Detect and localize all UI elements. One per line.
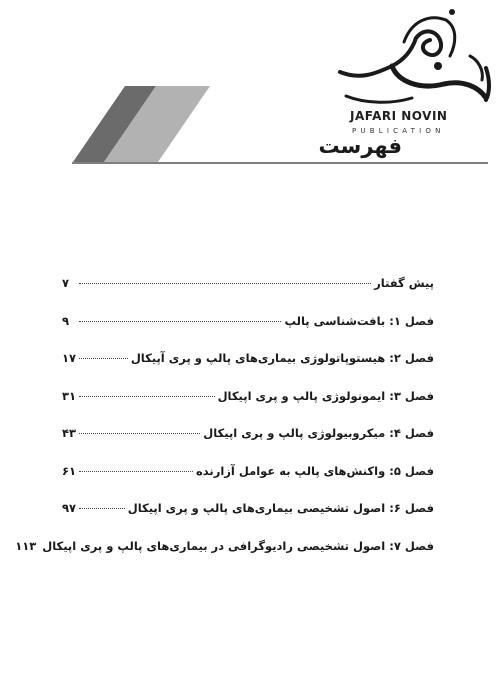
toc-item-chapter-3[interactable] — [62, 389, 434, 427]
toc-page-number: ۳۱ — [62, 388, 77, 403]
toc-item-chapter-1[interactable] — [62, 314, 434, 352]
header-decoration — [0, 0, 500, 180]
toc-label: فصل ۴: میکروبیولوژی پالپ و پری اپیکال — [203, 426, 434, 440]
toc-item-chapter-6[interactable] — [62, 501, 434, 539]
table-of-contents — [15, 276, 434, 576]
header-graphic — [0, 0, 500, 180]
toc-item-chapter-4[interactable] — [62, 426, 434, 464]
publisher-logo — [340, 18, 489, 102]
toc-page-number: ۹۷ — [62, 501, 77, 515]
toc-page-number: ۷ — [62, 276, 70, 290]
toc-item-preface[interactable] — [62, 276, 434, 314]
toc-label: فصل ۶: اصول تشخیصی بیماری‌های پالپ و پری اپیکال — [127, 501, 434, 515]
toc-label: فصل ۲: هیستوپاتولوژی بیماری‌های پالپ و پری آپیکال — [130, 351, 434, 365]
toc-leader — [79, 508, 125, 509]
page-title: فهرست — [318, 134, 402, 158]
toc-page-number: ۶۱ — [62, 463, 77, 478]
toc-label: فصل ۳: ایمونولوژی پالپ و پری اپیکال — [217, 388, 434, 403]
toc-leader — [79, 396, 215, 397]
toc-item-chapter-7[interactable] — [15, 538, 434, 577]
toc-label: پیش گفتار — [374, 276, 434, 290]
publisher-subtitle: PUBLICATION — [352, 127, 445, 135]
toc-item-chapter-2[interactable] — [62, 351, 434, 389]
toc-label: فصل ۱: بافت‌شناسی پالپ — [284, 313, 434, 328]
toc-leader — [79, 358, 128, 359]
toc-page-number: ۴۳ — [62, 426, 77, 440]
toc-page-number: ۱۱۳ — [15, 538, 37, 553]
toc-leader — [79, 321, 281, 322]
toc-item-chapter-5[interactable] — [62, 464, 434, 502]
toc-leader — [79, 283, 371, 284]
toc-leader — [79, 471, 193, 472]
toc-page-number: ۹ — [62, 313, 70, 328]
toc-page-number: ۱۷ — [62, 351, 77, 365]
toc-label: فصل ۷: اصول تشخیصی رادیوگرافی در بیماری‌های پالپ و پری اپیکال — [42, 538, 434, 553]
toc-label: فصل ۵: واکنش‌های پالپ به عوامل آزارنده — [195, 463, 434, 478]
publisher-name: JAFARI NOVIN — [350, 109, 448, 123]
toc-leader — [79, 433, 200, 434]
